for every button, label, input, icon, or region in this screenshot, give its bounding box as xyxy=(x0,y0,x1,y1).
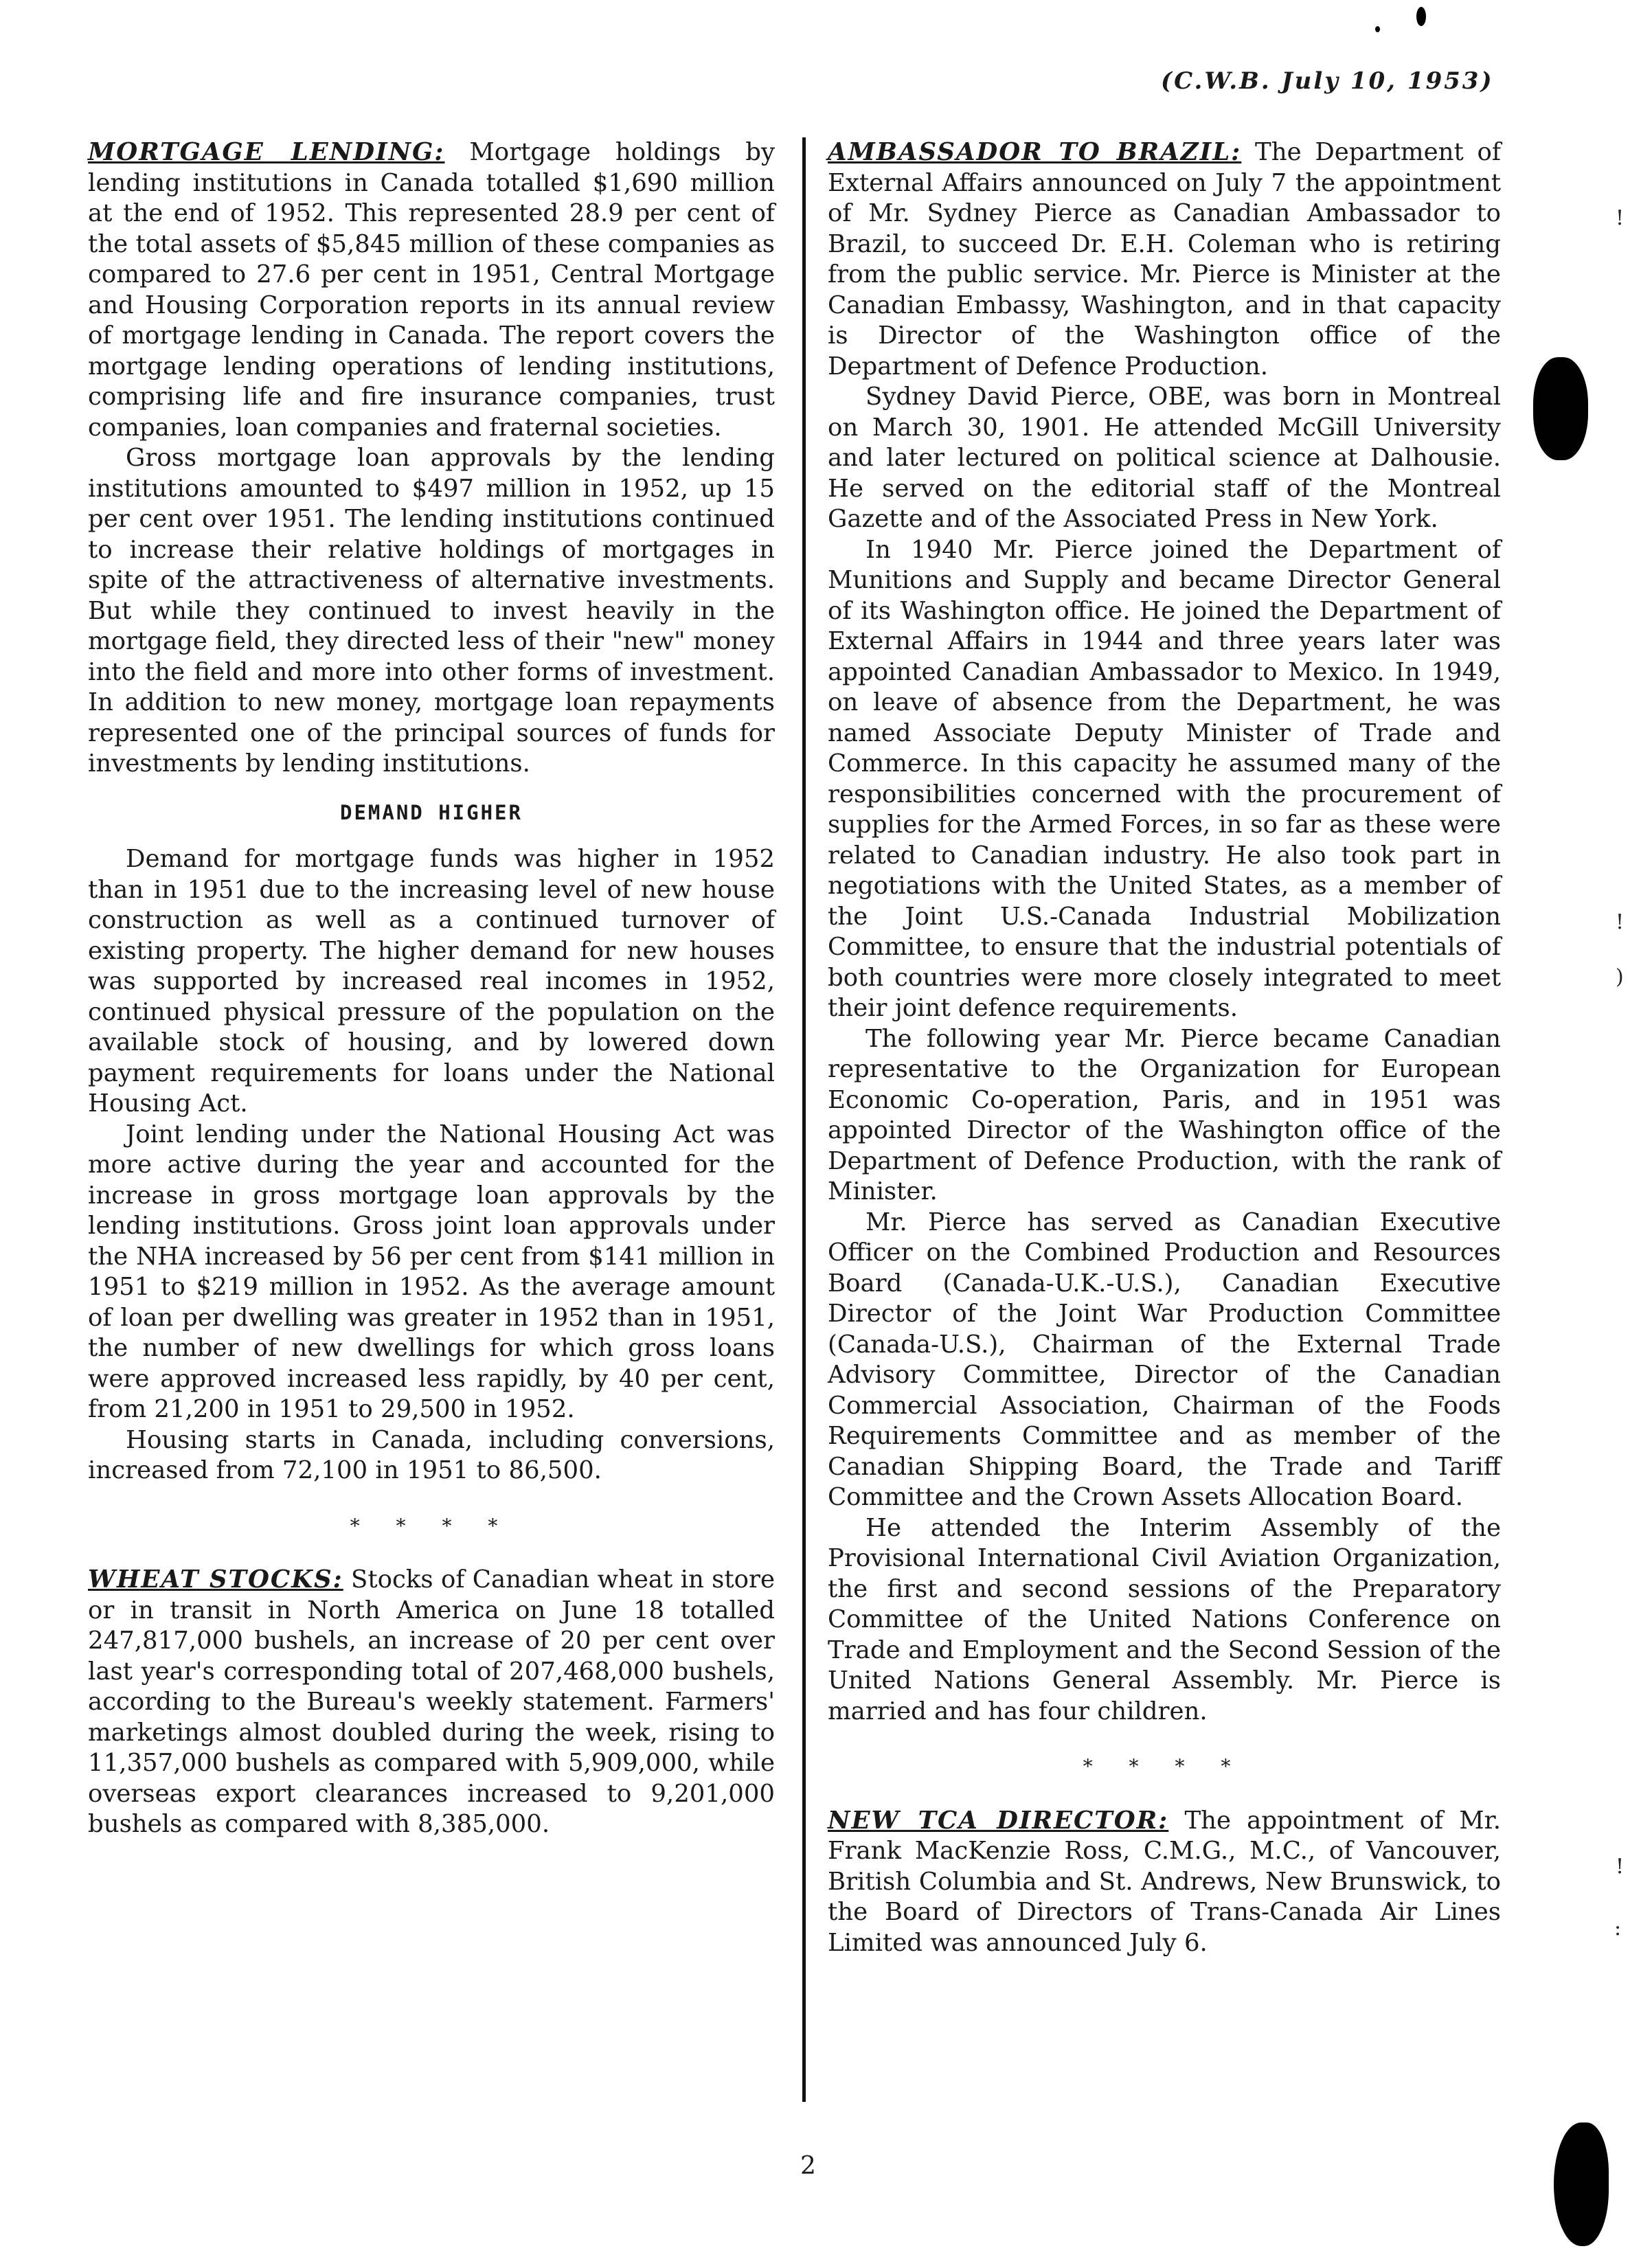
scan-mark-right-2: ! xyxy=(1616,910,1625,934)
ambassador-paragraph-3: In 1940 Mr. Pierce joined the Department of Munitions and Supply and became Director General of its Washington office. He joined the Department of External Affairs in 1944 and three years later was appointed Canadian Ambassador to Mexico. In 1949, on leave of absence from the Department, he was named Associate Deputy Minister of Trade and Commerce. In this capacity he assumed many of the responsibilities concerned with the procurement of supplies for the Armed Forces, in so far as these were related to Canadian industry. He also took part in negotiations with the United States, as a member of the Joint U.S.-Canada Industrial Mobilization Committee, to ensure that the industrial potentials of both countries were more closely integrated to meet their joint defence requirements. xyxy=(828,535,1501,1022)
scan-mark-right-3: ) xyxy=(1616,965,1624,989)
ambassador-paragraph-2: Sydney David Pierce, OBE, was born in Montreal on March 30, 1901. He attended McGill University and later lectured on political science at Dalhousie. He served on the editorial staff of the Montreal Gazette and of the Associated Press in New York. xyxy=(828,383,1501,533)
mortgage-paragraph-3: Demand for mortgage funds was higher in 1952 than in 1951 due to the increasing level of new house construction as well as a continued turnover of existing property. The higher demand for new houses was supported by increased real incomes in 1952, continued physical pressure of the population on the available stock of housing, and by lowered down payment requirements for loans under the National Housing Act. xyxy=(88,845,775,1118)
ambassador-paragraph-5: Mr. Pierce has served as Canadian Executive Officer on the Combined Production and Resources Board (Canada-U.K.-U.S.), Canadian Executive Director of the Joint War Production Committee (Canada-U.S.), Chairman of the External Trade Advisory Committee, Director of the Canadian Commercial Association, Chairman of the Foods Requirements Committee and as member of the Canadian Shipping Board, the Trade and Tariff Committee and the Crown Assets Allocation Board. xyxy=(828,1208,1501,1511)
new-tca-director-heading: NEW TCA DIRECTOR: xyxy=(828,1806,1169,1835)
wheat-stocks-heading: WHEAT STOCKS: xyxy=(88,1565,343,1594)
scan-mark-top-small xyxy=(1375,26,1380,32)
section-separator-left: * * * * xyxy=(350,1514,513,1537)
mortgage-paragraph-4: Joint lending under the National Housing Act was more active during the year and accounted for the increase in gross mortgage loan approvals by the lending institutions. Gross joint loan approvals under the NHA increased by 56 per cent from $141 million in 1951 to $219 million in 1952. As the average amount of loan per dwelling was greater in 1952 than in 1951, the number of new dwellings for which gross loans were approved increased less rapidly, by 40 per cent, from 21,200 in 1951 to 29,500 in 1952. xyxy=(88,1120,775,1423)
page-number: 2 xyxy=(800,2152,816,2180)
punch-hole-top xyxy=(1533,357,1588,460)
scan-mark-top xyxy=(1416,7,1426,26)
scan-mark-right-5: : xyxy=(1614,1916,1622,1940)
mortgage-paragraph-2: Gross mortgage loan approvals by the lending institutions amounted to $497 million in 1952, up 15 per cent over 1951. The lending institutions continued to increase their relative holdings of mortgages in spite of the attractiveness of alternative investments. But while they continued to invest heavily in the mortgage field, they directed less of their "new" money into the field and more into other forms of investment. In addition to new money, mortgage loan repayments represented one of the principal sources of funds for investments by lending institutions. xyxy=(88,444,775,778)
page-header-citation: (C.W.B. July 10, 1953) xyxy=(1161,67,1494,95)
section-separator-right: * * * * xyxy=(1083,1755,1246,1778)
demand-higher-subheading: DEMAND HIGHER xyxy=(340,800,523,824)
ambassador-paragraph-1 xyxy=(828,137,1501,382)
mortgage-paragraph-5: Housing starts in Canada, including conversions, increased from 72,100 in 1951 to 86,500. xyxy=(88,1425,775,1484)
mortgage-lending-heading: MORTGAGE LENDING: xyxy=(88,138,445,166)
tca-paragraph-1 xyxy=(828,1806,1501,1959)
wheat-paragraph-1 xyxy=(88,1565,775,1840)
punch-hole-bottom xyxy=(1554,2122,1609,2246)
ambassador-paragraph-4: The following year Mr. Pierce became Canadian representative to the Organization for European Economic Co-operation, Paris, and in 1951 was appointed Director of the Washington office of the Department of Defence Production, with the rank of Minister. xyxy=(828,1024,1501,1205)
mortgage-text-1: Mortgage holdings by lending institutions in Canada totalled $1,690 million at the end of 1952. This represented 28.9 per cent of the total assets of $5,845 million of these companies as compared to 27.6 per cent in 1951, Central Mortgage and Housing Corporation reports in its annual review of mortgage lending in Canada. The report covers the mortgage lending operations of lending institutions, comprising life and fire insurance companies, trust companies, loan companies and fraternal societies. xyxy=(88,138,776,442)
mortgage-paragraph-1 xyxy=(88,137,775,443)
ambassador-paragraph-6: He attended the Interim Assembly of the Provisional International Civil Aviation Organization, the first and second sessions of the Preparatory Committee of the United Nations Conference on Trade and Employment and the Second Session of the United Nations General Assembly. Mr. Pierce is married and has four children. xyxy=(828,1513,1501,1725)
scan-mark-right-4: ! xyxy=(1616,1855,1625,1879)
wheat-text-1: Stocks of Canadian wheat in store or in transit in North America on June 18 totalled 247,817,000 bushels, an increase of 20 per cent over last year's corresponding total of 207,468,000 bushels, according to the Bureau's weekly statement. Farmers' marketings almost doubled during the week, rising to 11,357,000 bushels as compared with 5,909,000, while overseas export clearances increased to 9,201,000 bushels as compared with 8,385,000. xyxy=(88,1565,775,1838)
tca-text-1: The appointment of Mr. Frank MacKenzie Ross, C.M.G., M.C., of Vancouver, British Columbia and St. Andrews, New Brunswick, to the Board of Directors of Trans-Canada Air Lines Limited was announced July 6. xyxy=(828,1806,1501,1957)
left-column xyxy=(88,137,775,1840)
ambassador-text-1: The Department of External Affairs announced on July 7 the appointment of Mr. Sydney Pierce as Canadian Ambassador to Brazil, to succeed Dr. E.H. Coleman who is retiring from the public service. Mr. Pierce is Minister at the Canadian Embassy, Washington, and in that capacity is Director of the Washington office of the Department of Defence Production. xyxy=(828,138,1501,381)
right-column xyxy=(828,137,1501,1958)
column-divider xyxy=(802,137,806,2102)
scan-mark-right-1: ! xyxy=(1616,206,1625,230)
ambassador-to-brazil-heading: AMBASSADOR TO BRAZIL: xyxy=(828,138,1242,166)
